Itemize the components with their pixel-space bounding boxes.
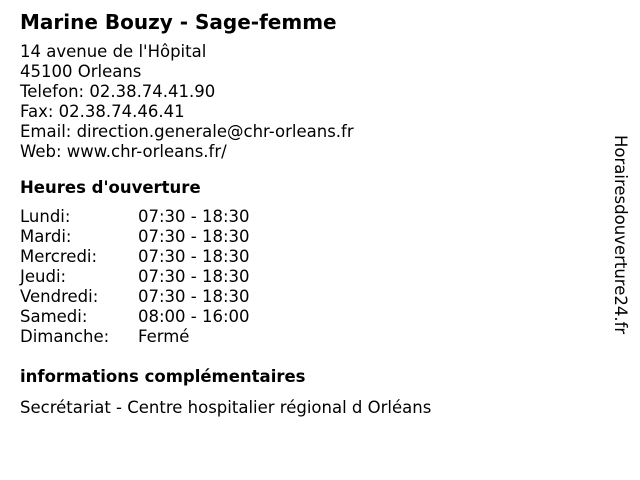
hours-table — [20, 207, 590, 347]
hours-day: Jeudi: — [20, 267, 67, 286]
hours-day: Samedi: — [20, 307, 88, 326]
info-heading: informations complémentaires — [20, 367, 306, 386]
city-address: 45100 Orleans — [20, 62, 142, 81]
hours-time: 07:30 - 18:30 — [138, 287, 250, 306]
hours-row-samedi — [20, 307, 590, 327]
email-address: Email: direction.generale@chr-orleans.fr — [20, 122, 354, 141]
street-address: 14 avenue de l'Hôpital — [20, 42, 207, 61]
hours-time: 08:00 - 16:00 — [138, 307, 250, 326]
hours-row-mercredi — [20, 247, 590, 267]
hours-day: Vendredi: — [20, 287, 99, 306]
hours-row-lundi — [20, 207, 590, 227]
hours-row-mardi — [20, 227, 590, 247]
business-title: Marine Bouzy - Sage-femme — [20, 10, 337, 34]
hours-time: 07:30 - 18:30 — [138, 267, 250, 286]
phone-number: Telefon: 02.38.74.41.90 — [20, 82, 216, 101]
hours-row-jeudi — [20, 267, 590, 287]
info-text: Secrétariat - Centre hospitalier régional d Orléans — [20, 398, 432, 417]
hours-day: Lundi: — [20, 207, 71, 226]
hours-time: 07:30 - 18:30 — [138, 247, 250, 266]
hours-heading: Heures d'ouverture — [20, 178, 201, 197]
website-address: Web: www.chr-orleans.fr/ — [20, 142, 227, 161]
hours-row-vendredi — [20, 287, 590, 307]
fax-number: Fax: 02.38.74.46.41 — [20, 102, 185, 121]
hours-day: Mardi: — [20, 227, 72, 246]
contact-block — [20, 42, 590, 162]
business-card — [20, 10, 590, 418]
hours-day: Mercredi: — [20, 247, 98, 266]
hours-time: 07:30 - 18:30 — [138, 207, 250, 226]
hours-day: Dimanche: — [20, 327, 110, 346]
hours-row-dimanche — [20, 327, 590, 347]
hours-time: Fermé — [138, 327, 190, 346]
hours-time: 07:30 - 18:30 — [138, 227, 250, 246]
brand-watermark: Horairesdouverture24.fr — [611, 135, 630, 335]
